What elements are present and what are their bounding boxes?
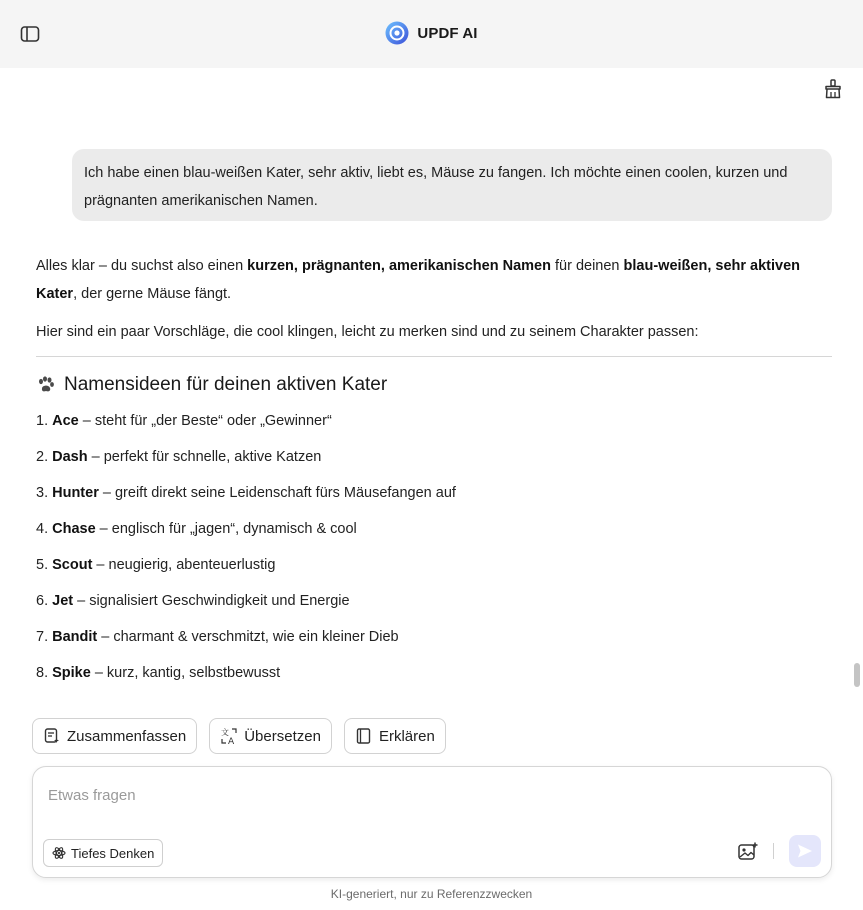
atom-icon: [52, 846, 66, 860]
intro-text: Alles klar – du suchst also einen: [36, 258, 248, 274]
deep-think-toggle[interactable]: [43, 839, 163, 867]
intro-text: für deinen: [550, 258, 624, 274]
list-item: [36, 551, 832, 587]
intro-bold: blau-weißen, sehr aktiven Kater: [36, 258, 801, 302]
assistant-answer: [36, 252, 832, 695]
summarize-icon: [43, 727, 61, 745]
list-name: Hunter: [52, 485, 99, 501]
app-title: UPDF AI: [417, 24, 478, 42]
list-item: [36, 479, 832, 515]
summarize-button[interactable]: [32, 718, 197, 754]
send-button[interactable]: [789, 835, 821, 867]
intro-bold: kurzen, prägnanten, amerikanischen Namen: [247, 258, 551, 274]
translate-icon: [220, 727, 238, 745]
composer: [32, 766, 832, 878]
section-title: Namensideen für deinen aktiven Kater: [64, 374, 388, 395]
divider: [36, 356, 832, 357]
list-name: Spike: [52, 665, 91, 681]
image-upload-icon[interactable]: [737, 841, 759, 863]
list-item: [36, 515, 832, 551]
updf-ai-logo-icon: [385, 21, 409, 45]
list-number: 1.: [36, 413, 53, 429]
summarize-label: Zusammenfassen: [67, 727, 187, 745]
brand: [0, 21, 863, 45]
list-name: Chase: [52, 521, 96, 537]
list-number: 3.: [36, 485, 53, 501]
list-desc: – greift direkt seine Leidenschaft fürs Mäusefangen auf: [98, 485, 456, 501]
list-number: 2.: [36, 449, 53, 465]
list-desc: – steht für „der Beste“ oder „Gewinner“: [78, 413, 332, 429]
svg-text:文: 文: [221, 728, 230, 737]
deep-think-label: Tiefes Denken: [71, 845, 155, 861]
answer-intro: [36, 252, 832, 308]
translate-button[interactable]: [209, 718, 332, 754]
svg-text:A: A: [228, 737, 235, 745]
scrollbar-thumb[interactable]: [854, 663, 860, 687]
list-desc: – kurz, kantig, selbstbewusst: [90, 665, 281, 681]
list-number: 5.: [36, 557, 53, 573]
list-desc: – neugierig, abenteuerlustig: [92, 557, 276, 573]
explain-label: Erklären: [378, 727, 435, 745]
list-number: 7.: [36, 629, 53, 645]
list-number: 6.: [36, 593, 53, 609]
list-item: [36, 407, 832, 443]
translate-label: Übersetzen: [244, 727, 321, 745]
send-icon: [796, 842, 814, 860]
list-item: [36, 587, 832, 623]
list-item: [36, 659, 832, 695]
list-number: 8.: [36, 665, 53, 681]
section-heading: [36, 371, 832, 399]
ask-input[interactable]: [48, 783, 808, 807]
list-number: 4.: [36, 521, 53, 537]
composer-separator: [773, 843, 774, 859]
list-name: Dash: [52, 449, 88, 465]
explain-button[interactable]: [344, 718, 446, 754]
clear-chat-broom-icon[interactable]: [822, 78, 844, 100]
list-desc: – englisch für „jagen“, dynamisch & cool: [95, 521, 357, 537]
user-message-bubble: Ich habe einen blau-weißen Kater, sehr aktiv, liebt es, Mäuse zu fangen. Ich möchte einen coolen, kurzen und prägnanten amerikanischen Namen.: [72, 149, 832, 221]
list-name: Jet: [52, 593, 74, 609]
disclaimer: KI-generiert, nur zu Referenzzwecken: [330, 887, 533, 901]
list-item: [36, 623, 832, 659]
list-desc: – charmant & verschmitzt, wie ein kleiner Dieb: [97, 629, 399, 645]
list-desc: – signalisiert Geschwindigkeit und Energie: [73, 593, 350, 609]
name-list: [36, 407, 832, 695]
list-name: Bandit: [52, 629, 98, 645]
paw-icon: [36, 375, 56, 395]
list-name: Scout: [52, 557, 93, 573]
intro-text: , der gerne Mäuse fängt.: [73, 286, 232, 302]
list-item: [36, 443, 832, 479]
answer-lead: Hier sind ein paar Vorschläge, die cool klingen, leicht zu merken sind und zu seinem Charakter passen:: [36, 324, 699, 340]
list-desc: – perfekt für schnelle, aktive Katzen: [87, 449, 322, 465]
book-icon: [355, 727, 373, 745]
list-name: Ace: [52, 413, 79, 429]
top-bar: [0, 0, 863, 68]
quick-actions: [32, 718, 446, 754]
